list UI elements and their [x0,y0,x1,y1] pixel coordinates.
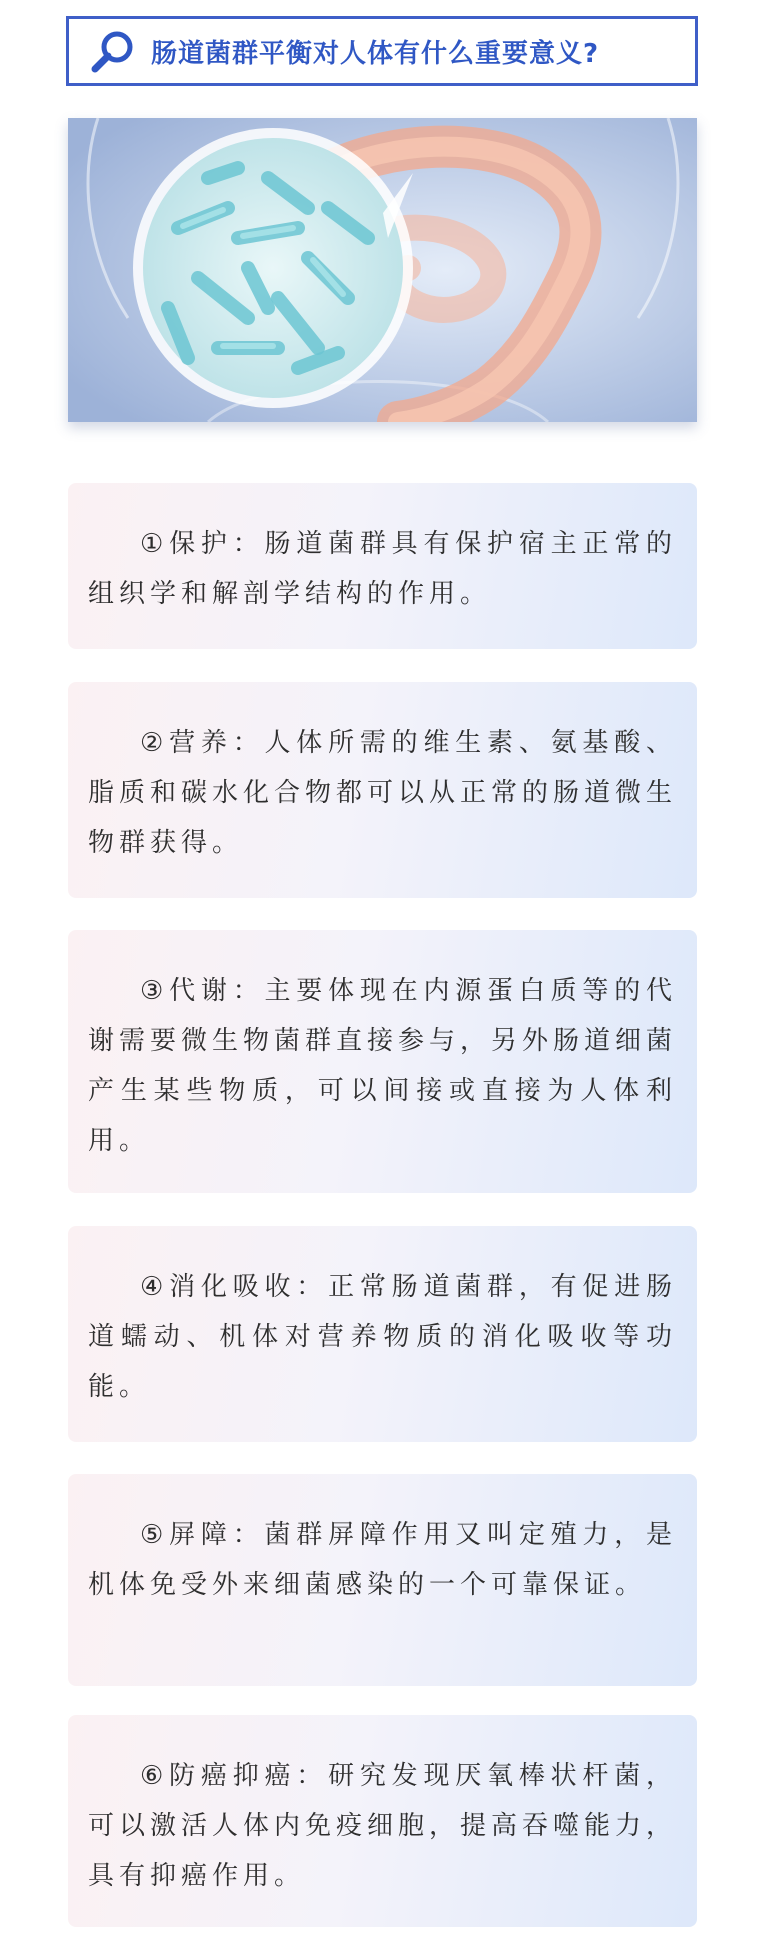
hero-illustration [68,118,697,422]
magnifier-icon [89,27,137,75]
card-text: ⑥防癌抑癌：研究发现厌氧棒状杆菌，可以激活人体内免疫细胞，提高吞噬能力，具有抑癌作用。 [88,1761,678,1891]
card-text: ①保护：肠道菌群具有保护宿主正常的组织学和解剖学结构的作用。 [88,529,677,609]
intestine-bacteria-image [68,118,697,422]
info-card-barrier [68,1474,697,1686]
info-card-protection [68,483,697,649]
title-box [66,16,698,86]
info-card-nutrition [68,682,697,898]
card-text: ③代谢：主要体现在内源蛋白质等的代谢需要微生物菌群直接参与，另外肠道细菌产生某些物质，可以间接或直接为人体利用。 [88,976,678,1156]
page-title: 肠道菌群平衡对人体有什么重要意义? [151,38,600,69]
card-text: ②营养：人体所需的维生素、氨基酸、脂质和碳水化合物都可以从正常的肠道微生物群获得。 [88,728,678,858]
info-card-metabolism [68,930,697,1193]
card-text: ④消化吸收：正常肠道菌群，有促进肠道蠕动、机体对营养物质的消化吸收等功能。 [88,1272,677,1402]
card-text: ⑤屏障：菌群屏障作用又叫定殖力，是机体免受外来细菌感染的一个可靠保证。 [88,1520,677,1600]
info-card-digestion [68,1226,697,1442]
info-card-anticancer [68,1715,697,1927]
